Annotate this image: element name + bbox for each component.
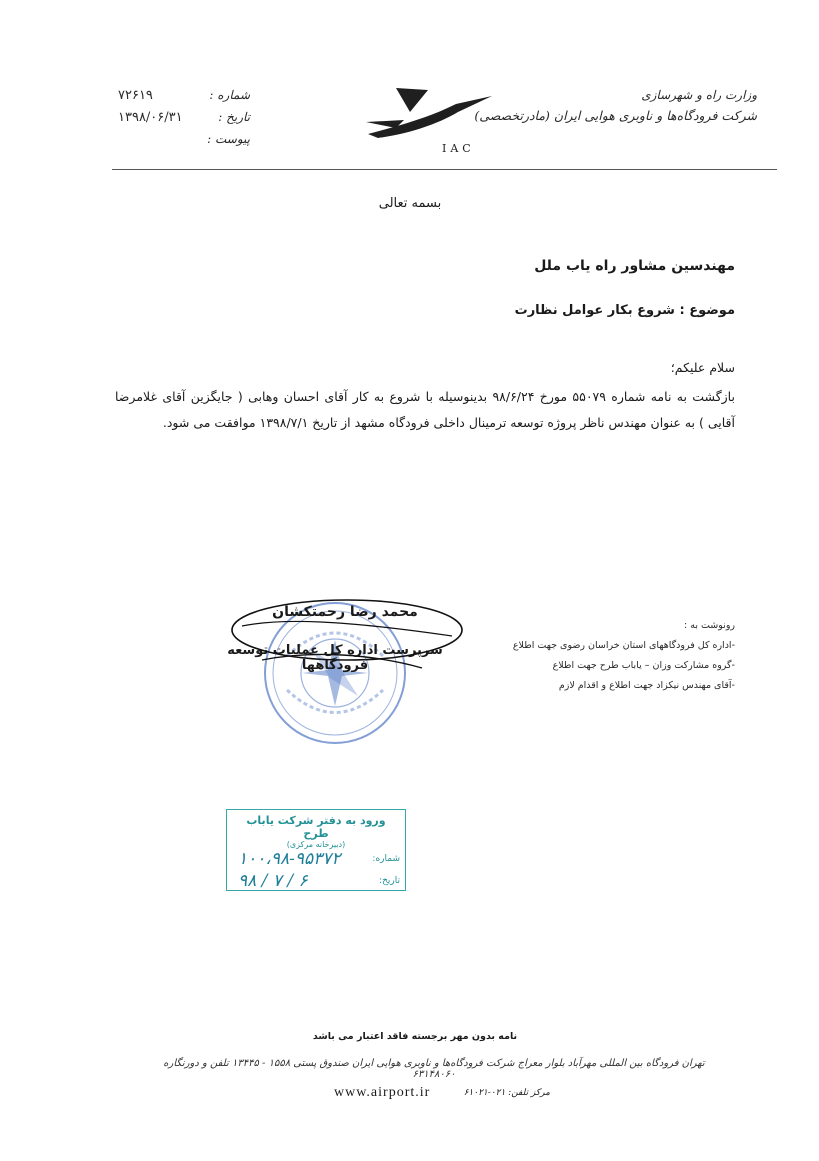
attachment-row [118,132,250,154]
cc-heading: رونوشت به : [684,620,735,631]
receipt-number-label: شماره: [372,854,400,864]
letter-number-row [118,88,250,110]
footer-phone: مرکز تلفن: ۰۲۱-۶۱۰۲۱ [463,1088,550,1098]
receipt-date-label: تاریخ: [379,876,400,886]
letter-number-value: ۷۲۶۱۹ [118,88,153,103]
letter-date-value: ۱۳۹۸/۰۶/۳۱ [118,110,183,125]
footer-validity-note: نامه بدون مهر برجسته فاقد اعتبار می باشد [312,1031,518,1042]
bismillah: بسمه تعالی [378,196,442,211]
subject-line: موضوع : شروع بکار عوامل نظارت [514,303,735,318]
handwritten-signature [222,590,472,685]
footer-contact [320,1085,550,1105]
footer-address: تهران فرودگاه بین المللی مهرآباد بلوار معراج شرکت فرودگاه‌ها و ناوبری هوایی ایران صندوق پستی ۱۵۵۸ - ۱۳۴۴۵ تلفن و دورنگاره ۶۳۱۴۸۰۶۰ [163,1058,705,1080]
letter-body: بازگشت به نامه شماره ۵۵۰۷۹ مورخ ۹۸/۶/۲۴ بدینوسیله با شروع به کار آقای احسان وهابی ( جایگزین آقای غلامرضا آقایی ) به عنوان مهندس ناظر پروژه توسعه ترمینال داخلی فرودگاه مشهد از تاریخ ۱۳۹۸/۷/۱ موافقت می شود. [115,389,735,430]
letter-date-row [118,110,250,132]
receipt-title: ورود به دفتر شرکت یاباب طرح [246,814,386,840]
company-logo [358,82,498,156]
ministry-name: وزارت راه و شهرسازی [641,88,757,102]
company-name: شرکت فرودگاه‌ها و ناوبری هوایی ایران (مادرتخصصی) [474,108,757,123]
letterhead-organization [474,88,757,123]
letter-date-label: تاریخ : [218,110,250,124]
recipient: مهندسین مشاور راه یاب ملل [534,258,735,274]
website-link[interactable]: www.airport.ir [334,1085,431,1100]
receipt-date-row [232,871,400,893]
receipt-number-value: ۱۰۰،۹۸-۹۵۳۷۲ [238,849,341,869]
greeting: سلام علیکم؛ [670,360,735,375]
letter-meta [118,88,250,154]
receipt-subtitle: (دبیرخانه مرکزی) [286,840,346,849]
cc-item: -اداره کل فرودگاههای استان خراسان رضوی جهت اطلاع [512,640,735,651]
cc-item: -گروه مشارکت وزان – یاباب طرح جهت اطلاع [552,660,735,671]
logo-text: IAC [442,142,475,155]
letter-number-label: شماره : [209,88,250,102]
carbon-copy-list [475,616,735,696]
receipt-stamp [226,809,406,891]
header-divider [112,169,777,170]
signatory-title: سرپرست اداره کل عملیات توسعه فرودگاهها [227,643,443,673]
receipt-date-value: ۹۸ / ۷ / ۶ [238,871,308,891]
attachment-label: پیوست : [207,132,250,146]
signatory-name: محمد رضا رحمتکشان [272,604,418,620]
receipt-number-row [232,849,400,871]
cc-item: -آقای مهندس نیکزاد جهت اطلاع و اقدام لازم [558,680,735,691]
